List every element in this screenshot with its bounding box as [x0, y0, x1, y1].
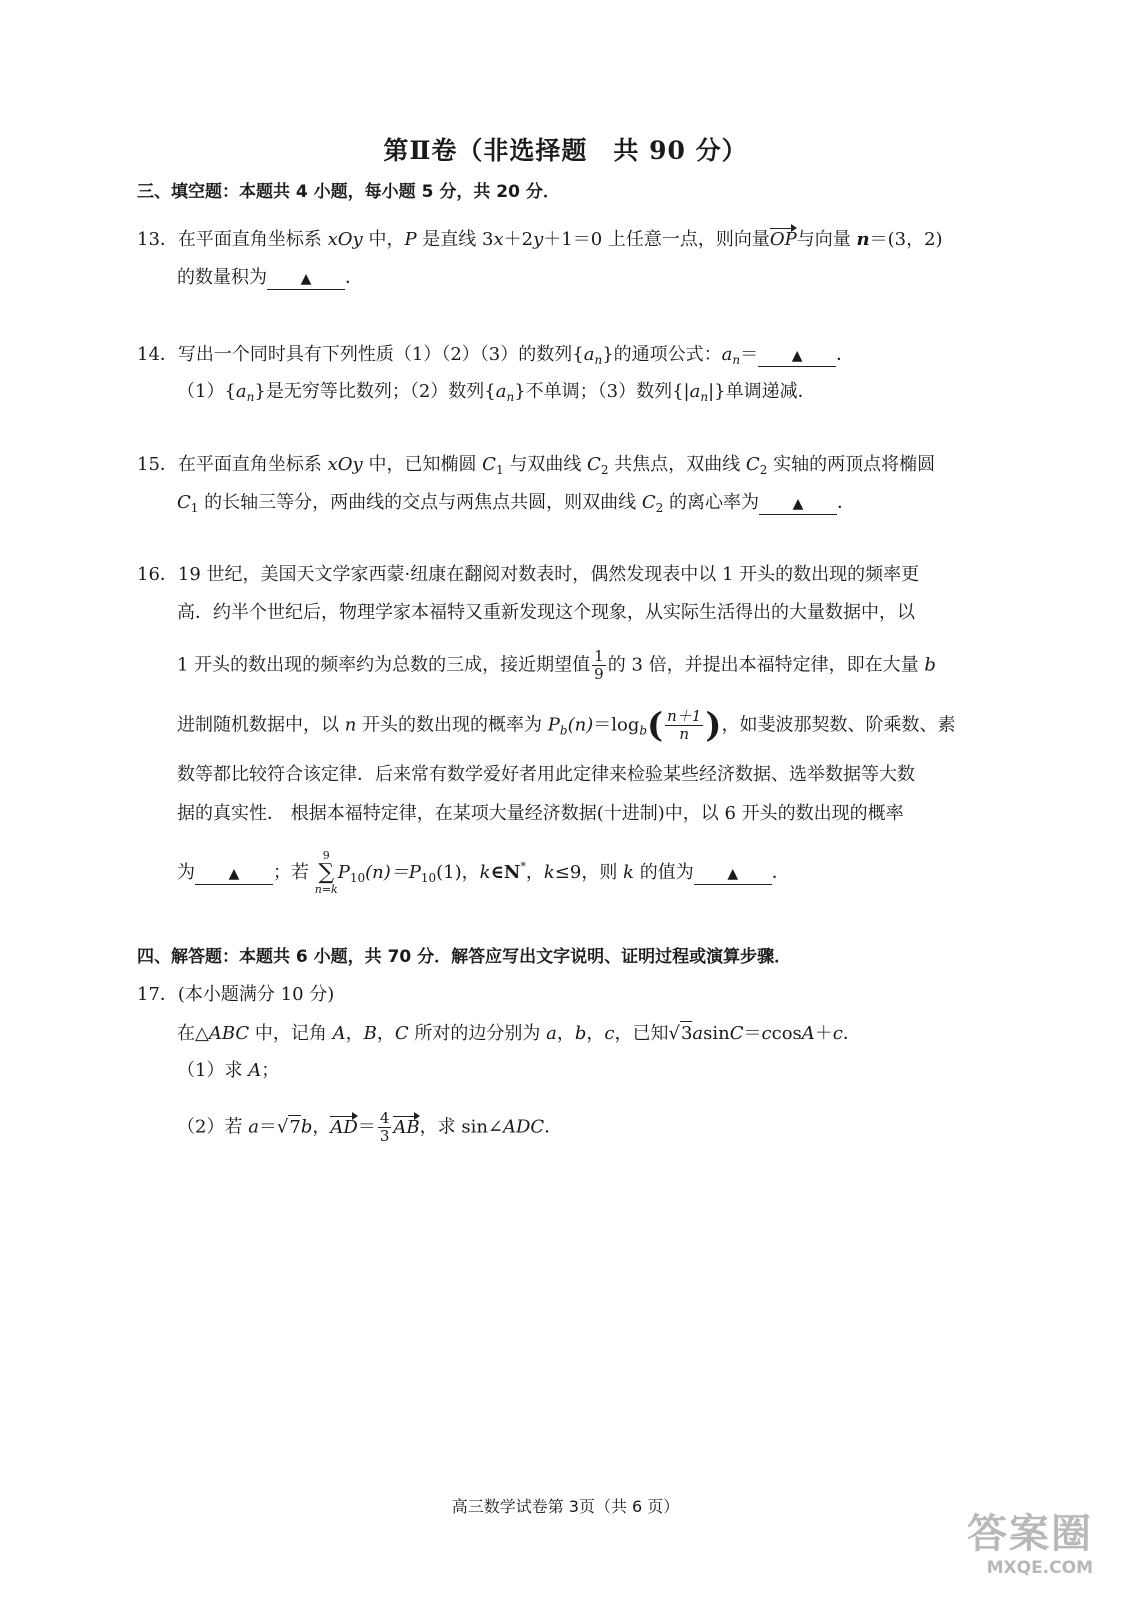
q17-var: b	[574, 1023, 587, 1044]
q16-text: 1 开头的数出现的频率约为总数的三成，接近期望值	[177, 654, 591, 676]
q15-number: 15．	[137, 454, 178, 475]
frac-den: 3	[379, 1127, 390, 1145]
q17-var: a	[248, 1116, 259, 1138]
answer-blank[interactable]	[267, 268, 345, 290]
q15-sub: 2	[655, 501, 664, 515]
question-15-line1	[137, 453, 935, 482]
q16-text: ≤9，则	[554, 862, 624, 883]
right-paren-icon: )	[705, 705, 722, 746]
q14-sub: n	[594, 353, 603, 367]
q15-var: C	[482, 454, 496, 475]
q13-text: ＋2	[503, 229, 534, 250]
q17-text: 所对的边分别为	[408, 1023, 547, 1044]
q17-var: A	[248, 1060, 262, 1081]
question-14-line1	[137, 343, 854, 372]
vector-n: n	[856, 229, 870, 250]
q14-sub: n	[700, 390, 709, 404]
question-14-line2	[177, 380, 816, 409]
blank-triangle-icon: ▲	[300, 271, 312, 287]
watermark-logo-text: 答案圈	[967, 1511, 1093, 1557]
q17-var: a	[546, 1023, 557, 1044]
q17-text: ．	[544, 1116, 563, 1138]
question-15-line2	[177, 491, 855, 520]
q17-score: (本小题满分 10 分)	[177, 984, 335, 1005]
q13-var: y	[533, 229, 544, 250]
q15-var: C	[177, 492, 191, 513]
q17-text: 在△	[177, 1023, 209, 1044]
q17-text: ，	[312, 1116, 331, 1138]
q14-sub: n	[506, 390, 515, 404]
q14-text: }的通项公式：	[602, 344, 722, 365]
q17-var: A	[332, 1023, 346, 1044]
q17-var: C	[394, 1023, 409, 1044]
q17-text: ，	[376, 1023, 395, 1044]
q15-text: 共焦点，双曲线	[608, 454, 746, 475]
q17-text: ．	[842, 1023, 861, 1044]
q17-var: ADC	[503, 1116, 545, 1138]
q17-text: ；	[261, 1060, 280, 1081]
q15-sub: 2	[759, 463, 768, 477]
q13-text: 的数量积为	[177, 267, 267, 288]
fraction-n-plus-one-over-n	[665, 708, 703, 743]
q14-text: 写出一个同时具有下列性质（1）（2）（3）的数列{	[177, 344, 584, 365]
q14-text: |}单调递减．	[708, 381, 816, 402]
q16-text: ，如斐波那契数、阶乘数、素	[721, 714, 956, 736]
q15-var: C	[641, 492, 656, 513]
q16-var: P	[408, 862, 421, 883]
q16-var: k	[623, 862, 634, 883]
q13-var: xOy	[327, 229, 363, 250]
q17-text: 中，记角	[249, 1023, 333, 1044]
q17-text: ＝	[258, 1116, 277, 1138]
q16-text: (1)，	[436, 862, 480, 883]
fraction-four-thirds	[378, 1110, 392, 1145]
blank-triangle-icon: ▲	[228, 866, 240, 882]
q14-var: a	[235, 381, 247, 402]
q16-var: n	[344, 714, 357, 736]
q14-sub: n	[732, 353, 741, 367]
q15-text: 在平面直角坐标系	[177, 454, 328, 475]
page-footer: 高三数学试卷第 3页（共 6 页）	[451, 1497, 680, 1516]
q17-number: 17．	[137, 984, 178, 1005]
q13-text: 中，	[362, 229, 405, 250]
frac-num: 1	[594, 647, 604, 665]
q13-text: 与向量	[796, 229, 857, 250]
q16-sub: 10	[349, 871, 366, 885]
q16-text: 为	[177, 862, 195, 883]
q17-text: ＝	[743, 1023, 762, 1044]
q16-var: P	[337, 862, 350, 883]
q15-text: 的长轴三等分，两曲线的交点与两焦点共圆，则双曲线	[198, 492, 642, 513]
sqrt-radicand: 7	[289, 1116, 301, 1138]
q17-text: ，	[586, 1023, 605, 1044]
frac-den: n	[679, 725, 690, 743]
question-16-line5: 数等都比较符合该定律．后来常有数学爱好者用此定律来检验某些经济数据、选举数据等大数	[177, 764, 915, 785]
sqrt-icon: √	[668, 1023, 680, 1044]
sqrt-icon: √	[276, 1116, 289, 1138]
q16-log: ＝log	[593, 714, 640, 736]
q17-var: ABC	[208, 1023, 250, 1044]
q16-text: ．	[771, 862, 790, 883]
answer-blank[interactable]	[759, 493, 837, 515]
q17-text: ＋	[814, 1023, 833, 1044]
q16-var: k	[479, 862, 491, 883]
q16-sup: *	[520, 860, 526, 873]
naturals-set: ∈N	[490, 862, 521, 883]
fraction-one-ninth	[592, 648, 606, 683]
question-17-part1	[177, 1059, 279, 1083]
q17-text: sin	[703, 1023, 730, 1044]
q14-var: a	[721, 344, 733, 365]
q14-text: ．	[836, 344, 855, 365]
q14-var: a	[583, 344, 595, 365]
frac-num: 4	[379, 1109, 390, 1127]
q14-var: a	[689, 381, 701, 402]
frac-den: 9	[594, 665, 604, 683]
q16-text: 的值为	[633, 862, 694, 883]
q14-var: a	[495, 381, 507, 402]
question-17-part2	[177, 1110, 562, 1145]
question-16-line2: 高．约半个世纪后，物理学家本福特又重新发现这个现象，从实际生活得出的大量数据中，以	[177, 602, 915, 623]
q16-var: (n)	[567, 714, 594, 736]
q15-text: 实轴的两顶点将椭圆	[767, 454, 936, 475]
q17-var: C	[729, 1023, 744, 1044]
q17-text: ，求 sin∠	[419, 1116, 503, 1138]
q17-text: ，	[556, 1023, 575, 1044]
q15-text: 的离心率为	[663, 492, 760, 513]
q16-text: 进制随机数据中，以	[177, 714, 345, 736]
q14-text: }是无穷等比数列；（2）数列{	[254, 381, 496, 402]
q16-var: b	[924, 654, 936, 676]
q14-sub: n	[246, 390, 255, 404]
q13-text: ＋1＝0 上任意一点，则向量	[543, 229, 770, 250]
sqrt-radicand: 3	[680, 1023, 693, 1044]
q17-var: A	[801, 1023, 815, 1044]
q16-var: (n)＝	[365, 862, 409, 883]
q14-text: （1）{	[177, 381, 236, 402]
question-13-line2	[177, 266, 363, 290]
frac-num: n＋1	[667, 707, 702, 725]
q17-text: ，已知	[614, 1023, 669, 1044]
q15-sub: 1	[495, 463, 504, 477]
q15-var: C	[587, 454, 601, 475]
q17-var: c	[832, 1023, 843, 1044]
q17-text: ，	[345, 1023, 364, 1044]
q15-sub: 1	[190, 501, 199, 515]
summation-icon: 9 ∑ n=k	[314, 849, 338, 896]
q17-var: c	[604, 1023, 615, 1044]
question-17-stem	[177, 1021, 861, 1046]
q16-text: ；若	[273, 862, 315, 883]
answer-blank[interactable]	[758, 345, 836, 367]
q16-text: 的 3 倍，并提出本福特定律，即在大量	[607, 654, 925, 676]
vector-op: OP	[769, 229, 797, 250]
q13-number: 13．	[137, 229, 178, 250]
q17-text: （2）若	[177, 1116, 249, 1138]
q17-var: B	[363, 1023, 377, 1044]
q14-number: 14．	[137, 344, 178, 365]
q16-var: P	[547, 714, 560, 736]
q13-var: x	[493, 229, 504, 250]
question-16-line7	[177, 850, 790, 896]
q13-var: P	[404, 229, 417, 250]
q14-text: ＝	[740, 344, 759, 365]
q16-sub: b	[639, 723, 648, 738]
blank-triangle-icon: ▲	[792, 496, 804, 512]
section-three-heading: 三、填空题：本题共 4 小题，每小题 5 分，共 20 分．	[137, 182, 560, 202]
q15-var: xOy	[327, 454, 363, 475]
section-four-heading: 四、解答题：本题共 6 小题，共 70 分．解答应写出文字说明、证明过程或演算步骤．	[137, 947, 792, 967]
q13-text: ．	[345, 267, 363, 288]
q13-text: 是直线 3	[416, 229, 494, 250]
left-paren-icon: (	[647, 705, 664, 746]
q17-var: b	[300, 1116, 313, 1138]
blank-triangle-icon: ▲	[791, 348, 803, 364]
vector-ab: AB	[393, 1116, 420, 1138]
watermark-url: MXQE.COM	[986, 1558, 1093, 1578]
q16-var: k	[543, 862, 555, 883]
q16-sub: b	[559, 723, 568, 738]
question-16-line1	[137, 563, 919, 587]
question-16-line6: 据的真实性． 根据本福特定律，在某项大量经济数据(十进制)中，以 6 开头的数出现的概率	[177, 803, 904, 824]
question-13-line1	[137, 228, 943, 252]
q16-text: ，	[525, 862, 544, 883]
q15-text: 中，已知椭圆	[362, 454, 483, 475]
vector-ad: AD	[330, 1116, 358, 1138]
answer-blank[interactable]	[694, 863, 772, 885]
answer-blank[interactable]	[195, 863, 273, 885]
question-16-line4	[177, 705, 956, 746]
q15-text: 与双曲线	[503, 454, 588, 475]
watermark-logo	[943, 1510, 1093, 1590]
q17-text: ＝	[357, 1116, 376, 1138]
question-17-header	[137, 983, 334, 1007]
q13-text: 在平面直角坐标系	[177, 229, 328, 250]
q15-sub: 2	[600, 463, 609, 477]
q15-var: C	[745, 454, 760, 475]
q17-var: a	[692, 1023, 704, 1044]
q15-text: ．	[837, 492, 856, 513]
q14-text: }不单调；（3）数列{|	[514, 381, 690, 402]
q17-var: c	[761, 1023, 772, 1044]
sum-upper: 9	[322, 849, 330, 862]
blank-triangle-icon: ▲	[727, 866, 739, 882]
question-16-line3	[177, 648, 936, 683]
q16-number: 16．	[137, 564, 178, 585]
q17-text: cos	[771, 1023, 802, 1044]
q16-sub: 10	[420, 871, 437, 885]
part-title: 第Ⅱ卷（非选择题 共 90 分）	[383, 136, 748, 165]
q16-text: 开头的数出现的概率为	[356, 714, 548, 736]
q17-text: （1）求	[177, 1060, 249, 1081]
q16-text: 19 世纪，美国天文学家西蒙·纽康在翻阅对数表时，偶然发现表中以 1 开头的数出现的频率更	[177, 564, 920, 585]
q13-text: ＝(3，2)	[869, 229, 943, 250]
sum-lower: n=k	[314, 883, 338, 896]
